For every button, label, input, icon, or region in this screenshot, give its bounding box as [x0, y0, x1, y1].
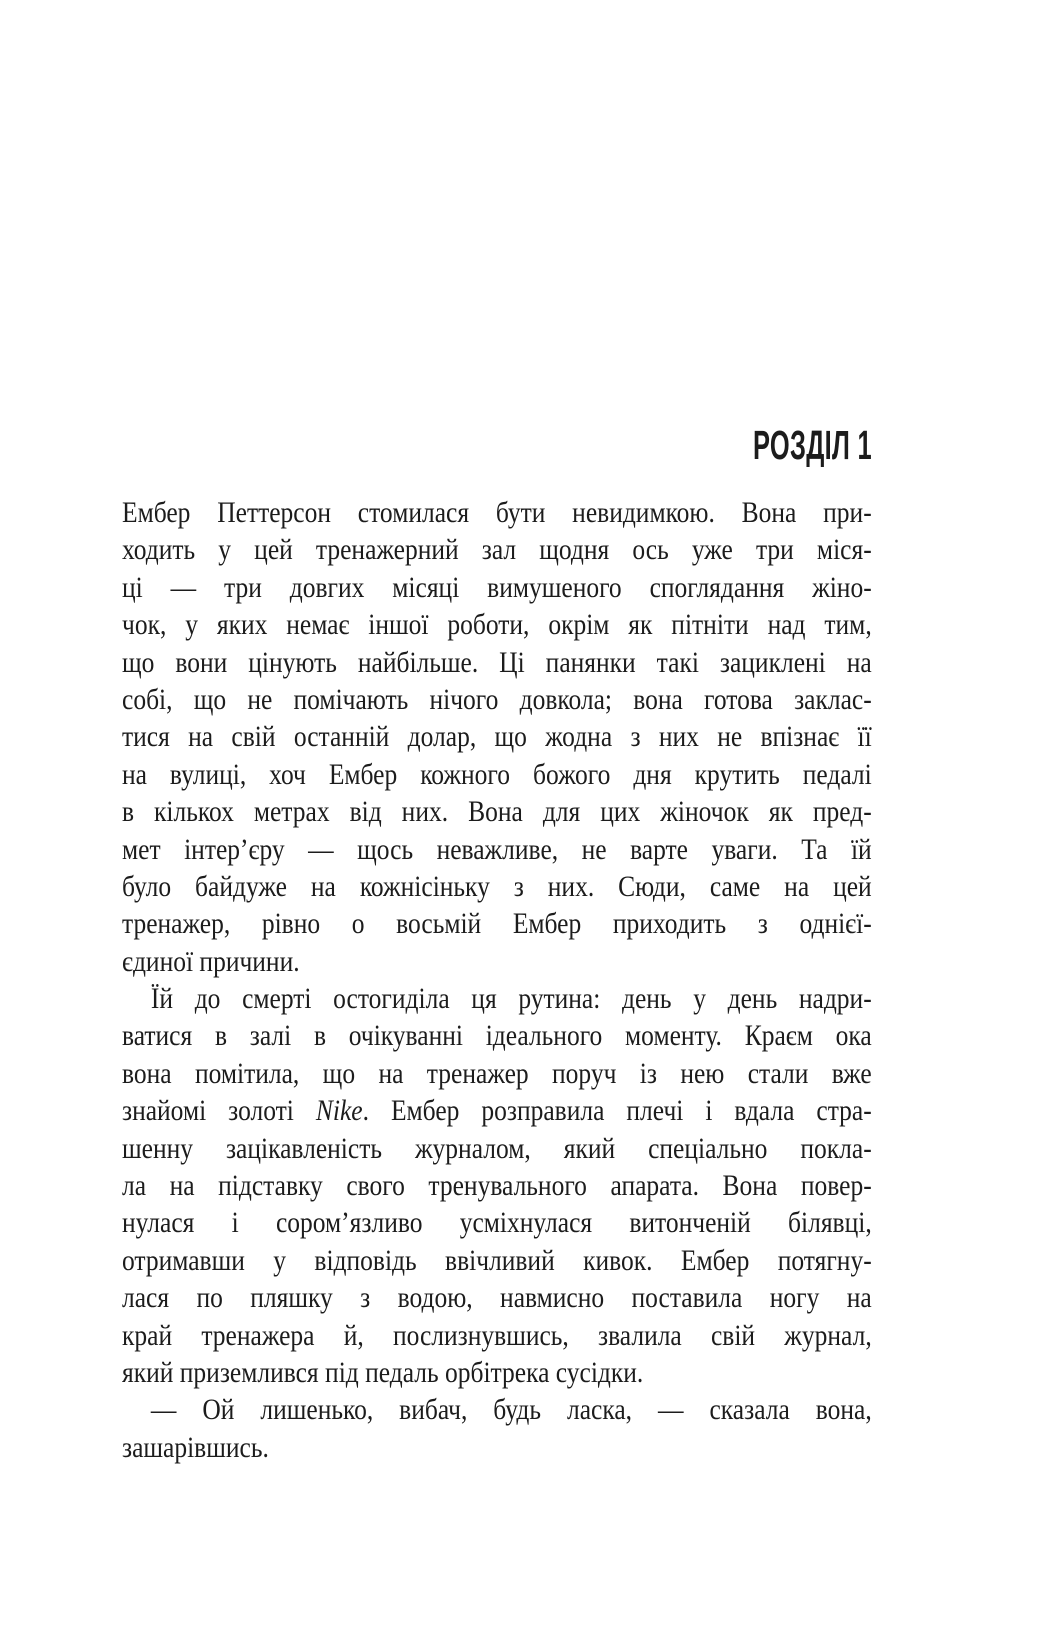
- text-line: який приземлився під педаль орбітрека сусідки.: [122, 1355, 644, 1389]
- text-line: ходить у цей тренажерний зал щодня ось уже три міся-: [122, 533, 872, 567]
- text-line: лася по пляшку з водою, навмисно поставила ногу на: [122, 1281, 872, 1315]
- text-line: ла на підставку свого тренувального апарата. Вона повер-: [122, 1169, 872, 1203]
- text-line: Їй до смерті остогиділа ця рутина: день у день надри-: [150, 982, 872, 1016]
- text-line: отримавши у відповідь ввічливий кивок. Ембер потягну-: [122, 1243, 872, 1277]
- text-line: чок, у яких немає іншої роботи, окрім як пітніти над тим,: [122, 608, 872, 642]
- text-line: знайомі золоті Nike. Ембер розправила плечі і вдала стра-: [122, 1094, 872, 1128]
- text-line: на вулиці, хоч Ембер кожного божого дня крутить педалі: [122, 757, 872, 791]
- text-line: тися на свій останній долар, що жодна з них не впізнає її: [122, 720, 872, 754]
- text-line: було байдуже на кожнісіньку з них. Сюди, саме на цей: [122, 869, 872, 903]
- chapter-heading-text: РОЗДІЛ 1: [752, 422, 872, 468]
- text-line: в кількох метрах від них. Вона для цих жіночок як пред-: [122, 795, 872, 829]
- text-line: — Ой лишенько, вибач, будь ласка, — сказала вона,: [150, 1393, 872, 1427]
- text-line: що вони цінують найбільше. Ці панянки такі зациклені на: [122, 645, 872, 679]
- text-line: собі, що не помічають нічого довкола; вона готова заклас-: [122, 682, 872, 716]
- text-line: ватися в залі в очікуванні ідеального моменту. Краєм ока: [122, 1019, 872, 1053]
- text-line: край тренажера й, послизнувшись, звалила свій журнал,: [122, 1318, 872, 1352]
- chapter-heading: [680, 424, 872, 466]
- text-line: вона помітила, що на тренажер поруч із нею стали вже: [122, 1056, 872, 1090]
- chapter-body-text: [122, 494, 872, 1466]
- text-line: мет інтер’єру — щось неважливе, не варте уваги. Та їй: [122, 832, 872, 866]
- text-line: єдиної причини.: [122, 944, 300, 978]
- text-line: нулася і сором’язливо усміхнулася витонченій білявці,: [122, 1206, 872, 1240]
- text-line: шенну зацікавленість журналом, який спеціально покла-: [122, 1131, 872, 1165]
- text-line: тренажер, рівно о восьмій Ембер приходить з однієї-: [122, 907, 872, 941]
- text-line: зашарівшись.: [122, 1430, 269, 1464]
- text-line: Ембер Петтерсон стомилася бути невидимкою. Вона при-: [122, 496, 872, 529]
- text-line: ці — три довгих місяці вимушеного споглядання жіно-: [122, 570, 872, 604]
